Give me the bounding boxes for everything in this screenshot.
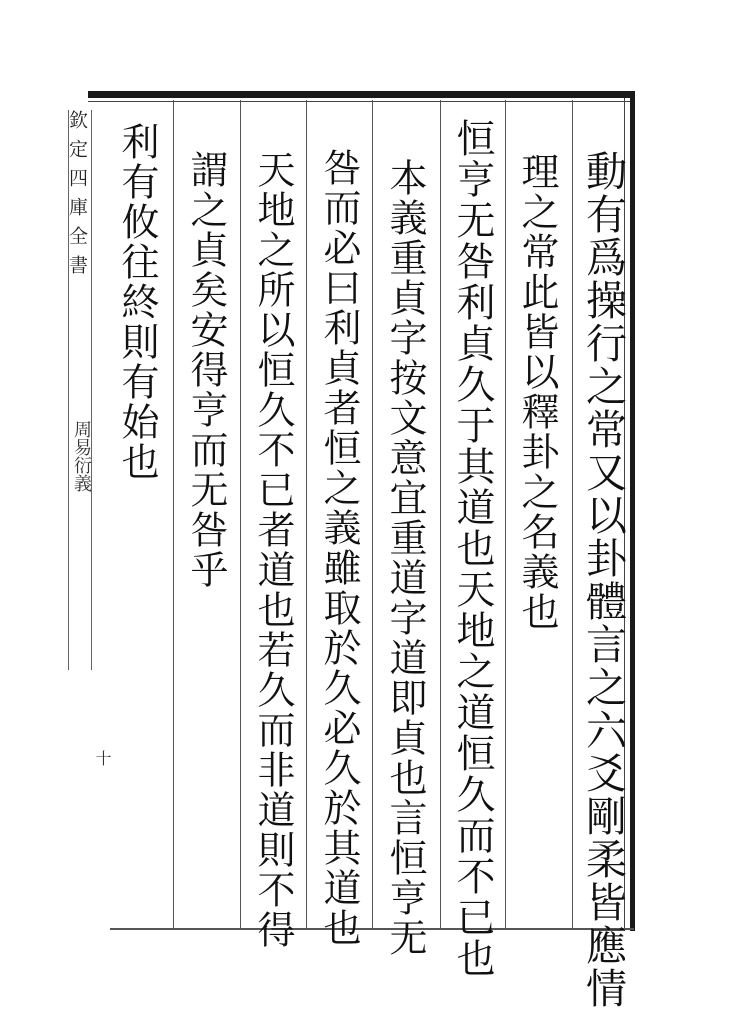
text-column-5: 咎而必曰利貞者恒之義雖取於久必久於其道也: [317, 148, 361, 948]
frame-top-border: [88, 91, 634, 98]
column-rule: [372, 100, 373, 930]
text-column-4: 本義重貞字按文意宜重道字道即貞也言恒亨无: [383, 158, 427, 958]
text-column-8: 利有攸往終則有始也: [115, 122, 159, 482]
edge-title: 欽定四庫全書: [66, 110, 88, 284]
text-column-3: 恒亨无咎利貞久于其道也天地之道恒久而不已也: [450, 118, 495, 979]
page-edge-margin: [68, 110, 92, 670]
text-column-2: 理之常此皆以釋卦之名義也: [515, 152, 559, 632]
column-rule: [505, 100, 506, 930]
text-column-6: 天地之所以恒久不已者道也若久而非道則不得: [251, 150, 295, 950]
frame-right-border: [630, 91, 635, 931]
edge-page-number: 十: [93, 750, 112, 766]
edge-book-title: 周易衍義: [71, 420, 92, 492]
column-rule: [440, 100, 441, 930]
frame-top-inner-line: [88, 101, 634, 102]
column-rule: [173, 100, 174, 930]
column-rule: [306, 100, 307, 930]
column-rule: [572, 100, 573, 930]
column-rule: [240, 100, 241, 930]
text-column-1: 動有爲操行之常又以卦體言之六爻剛柔皆應情: [579, 150, 627, 1010]
text-column-7: 謂之貞矣安得亨而无咎乎: [184, 150, 228, 590]
